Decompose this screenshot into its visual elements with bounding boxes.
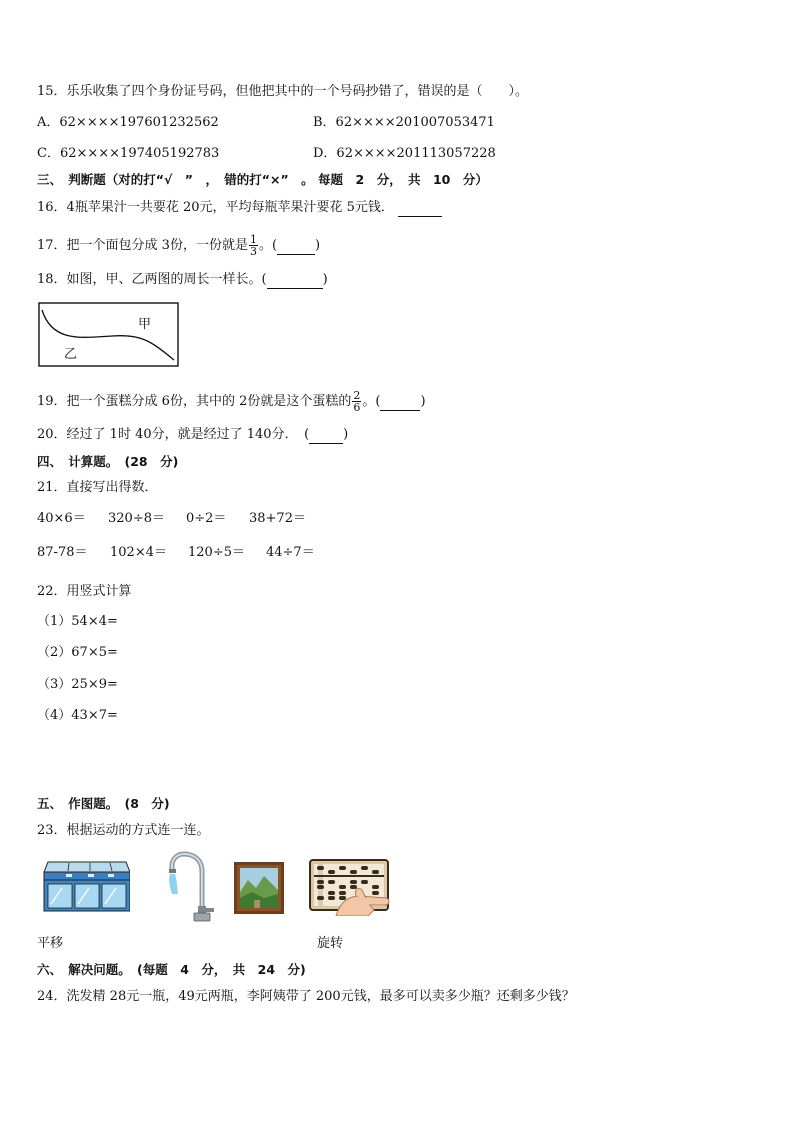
q23-label-translation[interactable]: 平移	[37, 936, 64, 951]
q15-stem: 15．乐乐收集了四个身份证号码，但他把其中的一个号码抄错了，错误的是（ ）。	[37, 84, 529, 99]
q19-numerator: 2	[353, 389, 361, 402]
q17-paren-close: )	[315, 238, 321, 253]
q19-text: 19．把一个蛋糕分成 6份，其中的 2份就是这个蛋糕的	[37, 394, 352, 409]
q22-item: （3）25×9=	[37, 677, 118, 692]
section-6-title: 六、 解决问题。 (每题 4 分， 共 24 分)	[37, 962, 306, 977]
q16-text: 16．4瓶苹果汁一共要花 20元，平均每瓶苹果汁要花 5元钱．	[37, 200, 394, 215]
q21-item: 320÷8＝	[108, 511, 165, 526]
q22-item: （1）54×4=	[37, 614, 118, 629]
q19-paren-open: 。(	[362, 394, 381, 409]
q18-answer-blank[interactable]	[267, 272, 323, 289]
q22-stem: 22．用竖式计算	[37, 584, 132, 599]
q20-paren-close: )	[343, 427, 349, 442]
q21-item: 38+72＝	[249, 511, 306, 526]
section-3-title: 三、 判断题（对的打“√ ” ， 错的打“×” 。 每题 2 分， 共 10 分）	[37, 172, 488, 187]
display-counter-image[interactable]	[42, 860, 130, 912]
q15-option-b[interactable]: B．62××××201007053471	[313, 115, 495, 130]
q20	[37, 427, 348, 444]
q16	[37, 200, 442, 217]
q15-option-d[interactable]: D．62××××201113057228	[313, 146, 496, 161]
q24-text: 24．洗发精 28元一瓶，49元两瓶，李阿姨带了 200元钱，最多可以卖多少瓶？还剩多少钱？	[37, 989, 575, 1004]
q19	[37, 390, 426, 413]
q17-fraction	[249, 234, 258, 257]
faucet-image[interactable]	[162, 850, 216, 924]
q15-option-c[interactable]: C．62××××197405192783	[37, 146, 220, 161]
q17-text: 17．把一个面包分成 3份，一份就是	[37, 238, 248, 253]
q21-item: 0÷2＝	[186, 511, 227, 526]
q17-numerator: 1	[249, 233, 257, 246]
q19-answer-blank[interactable]	[380, 394, 420, 411]
q18-figure	[38, 302, 180, 368]
framed-painting-image[interactable]	[234, 862, 284, 914]
q17-denominator: 3	[249, 245, 257, 258]
q19-paren-close: )	[420, 394, 426, 409]
q16-answer-blank[interactable]	[398, 200, 442, 217]
q15-option-a[interactable]: A．62××××197601232562	[37, 115, 219, 130]
q20-text: 20．经过了 1时 40分，就是经过了 140分． (	[37, 427, 310, 442]
section-4-title: 四、 计算题。 (28 分)	[37, 454, 179, 469]
q21-item: 40×6＝	[37, 511, 86, 526]
q22-item: （4）43×7=	[37, 708, 118, 723]
abacus-image[interactable]	[308, 858, 392, 916]
q23-label-rotation[interactable]: 旋转	[317, 936, 344, 951]
q18-label-yi: 乙	[64, 347, 78, 362]
q18-label-jia: 甲	[138, 317, 152, 332]
section-5-title: 五、 作图题。 (8 分)	[37, 796, 170, 811]
q18-text: 18．如图，甲、乙两图的周长一样长。(	[37, 272, 267, 287]
q22-item: （2）67×5=	[37, 645, 118, 660]
q21-item: 102×4＝	[110, 545, 167, 560]
q19-denominator: 6	[353, 401, 361, 414]
q20-answer-blank[interactable]	[309, 427, 343, 444]
q19-fraction	[352, 390, 361, 413]
q18	[37, 272, 328, 289]
q21-item: 44÷7＝	[266, 545, 315, 560]
q18-paren-close: )	[322, 272, 328, 287]
q17-answer-blank[interactable]	[277, 238, 315, 255]
q21-stem: 21．直接写出得数．	[37, 480, 158, 495]
q17-paren-open: 。(	[258, 238, 278, 253]
q21-item: 120÷5＝	[188, 545, 245, 560]
q21-item: 87-78＝	[37, 545, 88, 560]
q23-stem: 23．根据运动的方式连一连。	[37, 823, 210, 838]
q17	[37, 234, 320, 257]
